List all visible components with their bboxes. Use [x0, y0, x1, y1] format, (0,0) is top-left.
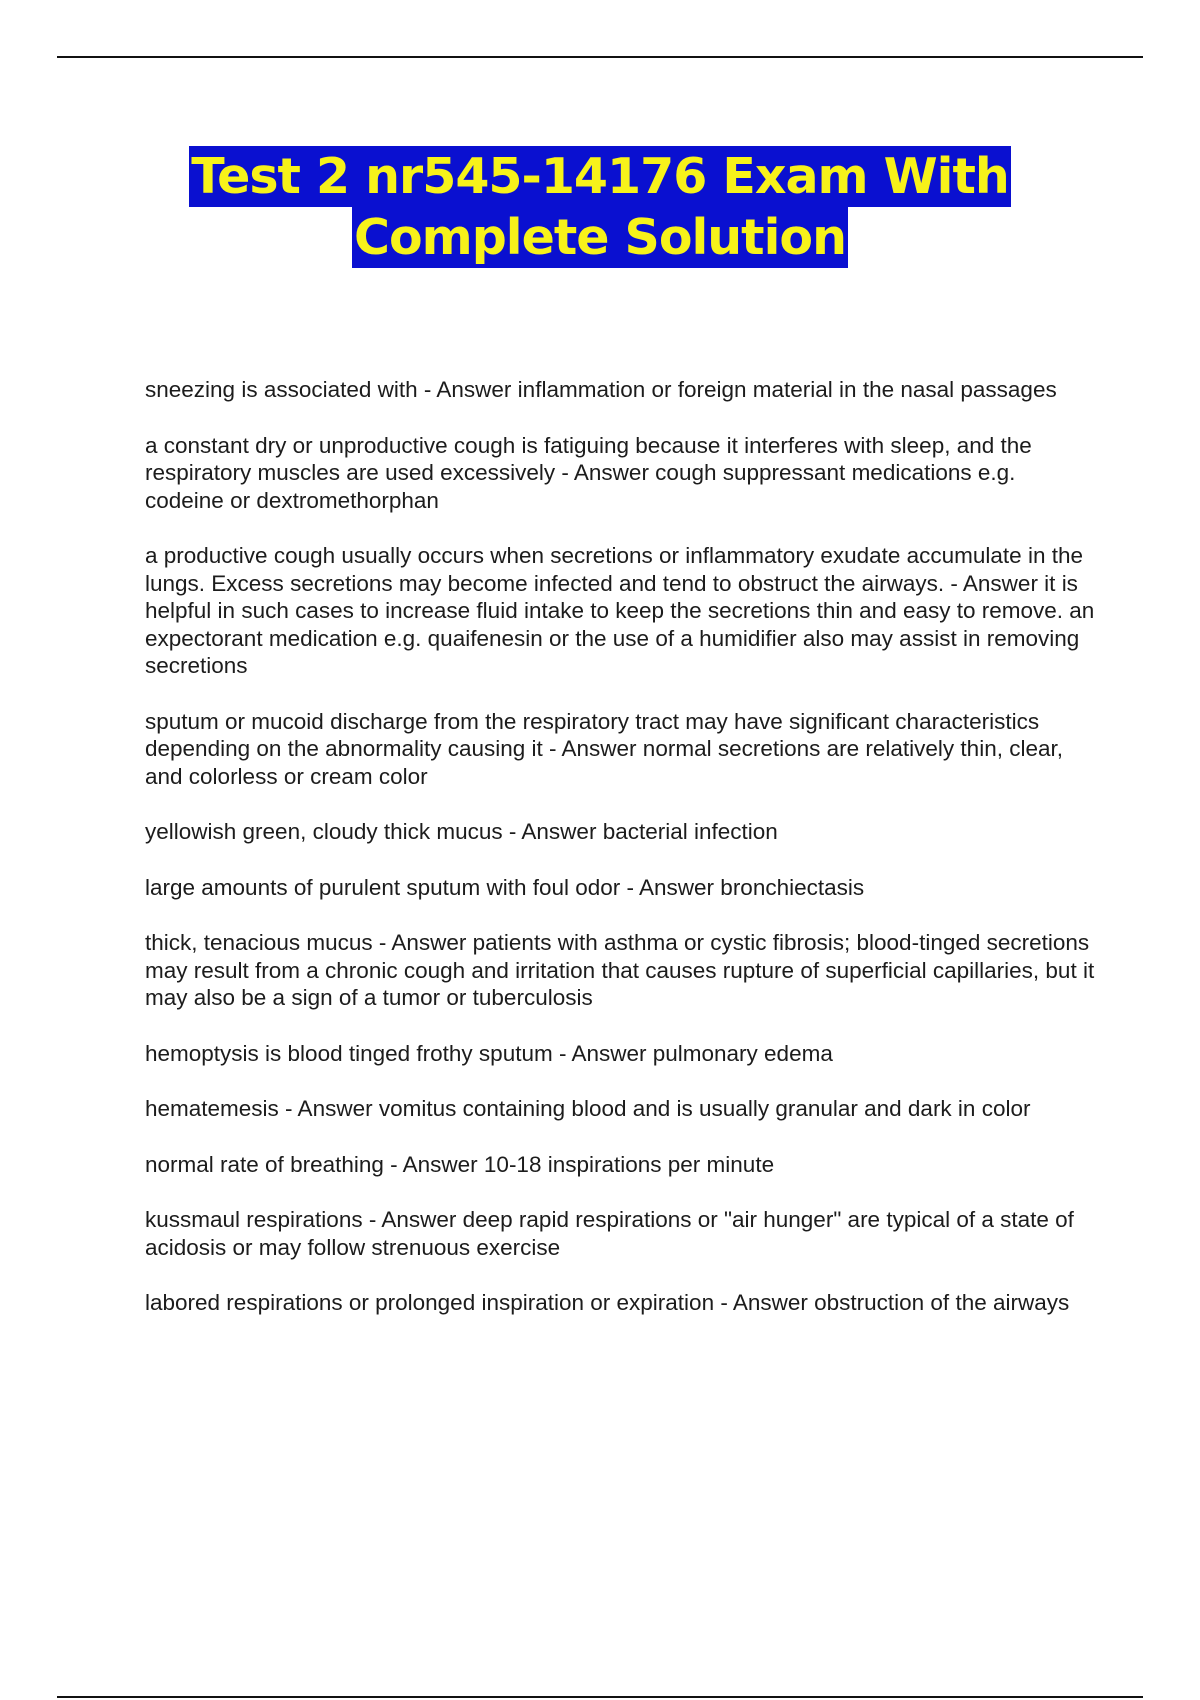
qa-list	[145, 376, 1095, 1345]
qa-entry: labored respirations or prolonged inspiration or expiration - Answer obstruction of the airways	[145, 1290, 1070, 1315]
qa-entry: a constant dry or unproductive cough is fatiguing because it interferes with sleep, and the respiratory muscles are used excessively - Answer cough suppressant medications e.g. codeine or dextromethorphan	[145, 432, 1032, 513]
top-rule	[57, 56, 1143, 58]
title-line-2: Complete Solution	[354, 209, 846, 266]
qa-entry: sneezing is associated with - Answer inflammation or foreign material in the nasal passages	[145, 377, 1057, 402]
title-line-1: Test 2 nr545-14176 Exam With	[191, 148, 1009, 205]
qa-entry: thick, tenacious mucus - Answer patients with asthma or cystic fibrosis; blood-tinged secretions may result from a chronic cough and irritation that causes rupture of superficial capillaries, but it may also be a sign of a tumor or tuberculosis	[145, 930, 1095, 1010]
qa-entry: hemoptysis is blood tinged frothy sputum - Answer pulmonary edema	[145, 1040, 833, 1066]
qa-entry: kussmaul respirations - Answer deep rapid respirations or "air hunger" are typical of a state of acidosis or may follow strenuous exercise	[145, 1207, 1074, 1260]
qa-entry: yellowish green, cloudy thick mucus - Answer bacterial infection	[145, 819, 778, 844]
qa-entry: hematemesis - Answer vomitus containing blood and is usually granular and dark in color	[145, 1096, 1031, 1121]
qa-entry: a productive cough usually occurs when secretions or inflammatory exudate accumulate in the lungs. Excess secretions may become infected and tend to obstruct the airways. - Answer it is helpful in such cases to increase fluid intake to keep the secretions thin and easy to remove. an expectorant medication e.g. quaifenesin or the use of a humidifier also may assist in removing secretions	[145, 543, 1095, 678]
qa-entry: sputum or mucoid discharge from the respiratory tract may have significant characteristics depending on the abnormality causing it - Answer normal secretions are relatively thin, clear, and colorless or cream color	[145, 708, 1063, 789]
qa-entry: normal rate of breathing - Answer 10-18 inspirations per minute	[145, 1151, 775, 1177]
document-title	[0, 146, 1200, 268]
qa-entry: large amounts of purulent sputum with foul odor - Answer bronchiectasis	[145, 874, 865, 900]
bottom-rule	[57, 1696, 1143, 1698]
